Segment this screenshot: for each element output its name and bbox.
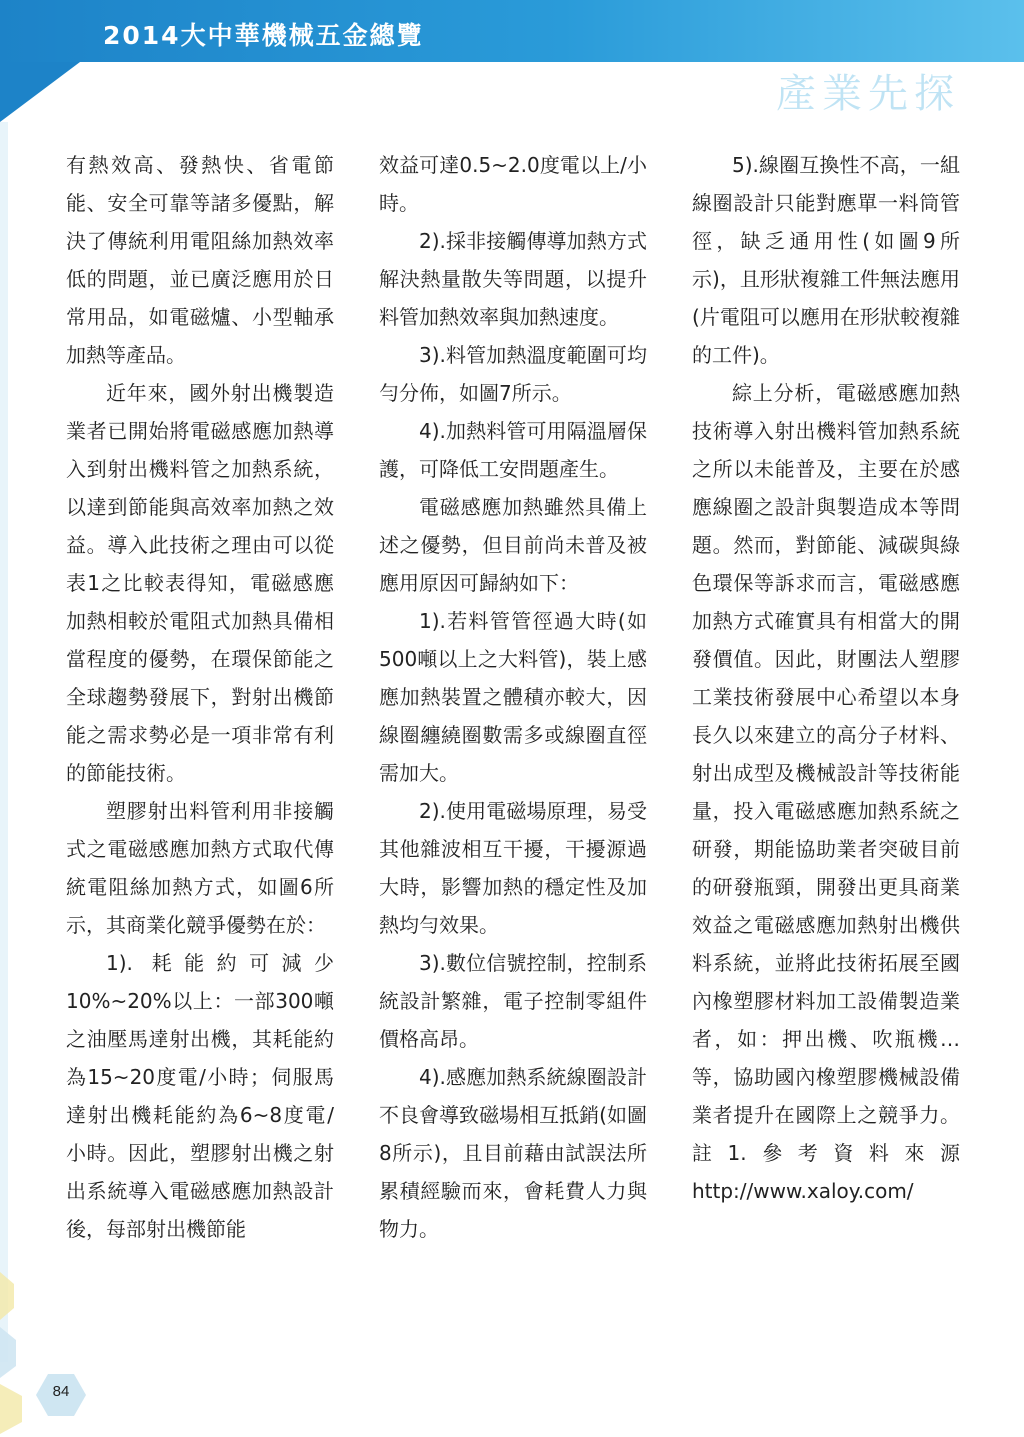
paragraph: 3).料管加熱溫度範圍可均勻分佈，如圖7所示。 <box>379 343 647 405</box>
paragraph: 效益可達0.5~2.0度電以上/小時。 <box>379 153 647 215</box>
article-column-2 <box>379 146 647 1248</box>
page-number: 84 <box>52 1383 70 1400</box>
article-column-1 <box>66 146 334 1248</box>
paragraph: 4).感應加熱系統線圈設計不良會導致磁場相互抵銷(如圖8所示)，且目前藉由試誤法所累積經驗而來，會耗費人力與物力。 <box>379 1065 647 1241</box>
paragraph: 2).使用電磁場原理，易受其他雜波相互干擾，干擾源過大時，影響加熱的穩定性及加熱均勻效果。 <box>379 799 647 937</box>
section-title: 產業先探 <box>776 71 960 117</box>
paragraph: 4).加熱料管可用隔溫層保護，可降低工安問題產生。 <box>379 419 647 481</box>
paragraph: 近年來，國外射出機製造業者已開始將電磁感應加熱導入到射出機料管之加熱系統，以達到節能與高效率加熱之效益。導入此技術之理由可以從表1之比較表得知，電磁感應加熱相較於電阻式加熱具備相當程度的優勢，在環保節能之全球趨勢發展下，對射出機節能之需求勢必是一項非常有利的節能技術。 <box>66 381 334 785</box>
article-column-3 <box>692 146 960 1210</box>
paragraph: 綜上分析，電磁感應加熱技術導入射出機料管加熱系統之所以未能普及，主要在於感應線圈之設計與製造成本等問題。然而，對節能、減碳與綠色環保等訴求而言，電磁感應加熱方式確實具有相當大的開發價值。因此，財團法人塑膠工業技術發展中心希望以本身長久以來建立的高分子材料、射出成型及機械設計等技術能量，投入電磁感應加熱系統之研發，期能協助業者突破目前的研發瓶頸，開發出更具商業效益之電磁感應加熱射出機供料系統，並將此技術拓展至國內橡塑膠材料加工設備製造業者，如：押出機、吹瓶機…等，協助國內橡塑膠機械設備業者提升在國際上之競爭力。 註1.參考資料來源http://www.xaloy.com/ <box>692 381 960 1203</box>
paragraph: 3).數位信號控制，控制系統設計繁雜，電子控制零組件價格高昂。 <box>379 951 647 1051</box>
paragraph: 5).線圈互換性不高，一組線圈設計只能對應單一料筒管徑，缺乏通用性(如圖9所示)，且形狀複雜工件無法應用(片電阻可以應用在形狀較複雜的工件)。 <box>692 153 960 367</box>
publication-title: 2014大中華機械五金總覽 <box>103 21 424 50</box>
paragraph: 1).若料管管徑過大時(如500噸以上之大料管)，裝上感應加熱裝置之體積亦較大，因線圈纏繞圈數需多或線圈直徑需加大。 <box>379 609 647 785</box>
paragraph: 有熱效高、發熱快、省電節能、安全可靠等諸多優點，解決了傳統利用電阻絲加熱效率低的問題，並已廣泛應用於日常用品，如電磁爐、小型軸承加熱等產品。 <box>66 153 334 367</box>
paragraph: 1). 耗能約可減少10%~20%以上：一部300噸之油壓馬達射出機，其耗能約為15~20度電/小時；伺服馬達射出機耗能約為6~8度電/小時。因此，塑膠射出機之射出系統導入電磁感應加熱設計後，每部射出機節能 <box>66 951 334 1241</box>
paragraph: 電磁感應加熱雖然具備上述之優勢，但目前尚未普及被應用原因可歸納如下： <box>379 495 647 595</box>
paragraph: 2).採非接觸傳導加熱方式解決熱量散失等問題，以提升料管加熱效率與加熱速度。 <box>379 229 647 329</box>
paragraph: 塑膠射出料管利用非接觸式之電磁感應加熱方式取代傳統電阻絲加熱方式，如圖6所示，其商業化競爭優勢在於： <box>66 799 334 937</box>
